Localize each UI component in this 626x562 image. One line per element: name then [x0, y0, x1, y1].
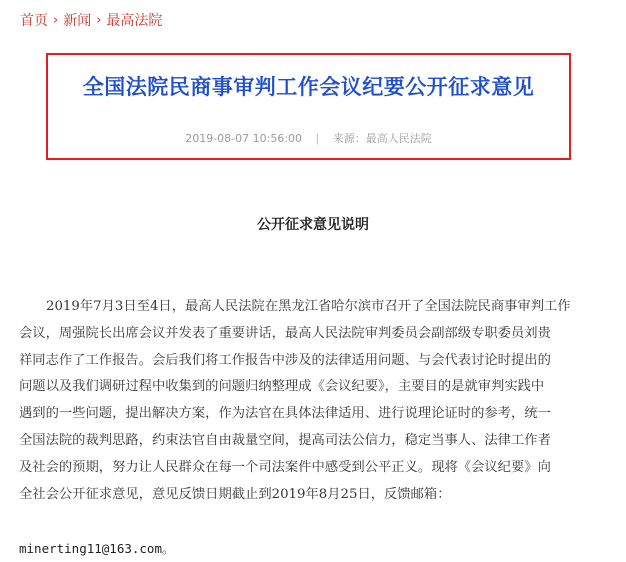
- breadcrumb-home-link[interactable]: 首页: [20, 13, 48, 29]
- breadcrumb-separator: ›: [53, 12, 59, 28]
- paragraph-line: 问题以及我们调研过程中收集到的问题归纳整理成《会议纪要》，主要目的是就审判实践中: [19, 379, 545, 395]
- breadcrumb-current-link[interactable]: 最高法院: [106, 13, 163, 29]
- paragraph-line: 遇到的一些问题，提出解决方案，作为法官在具体法律适用、进行说理论证时的参考，统一: [19, 406, 551, 422]
- breadcrumb: [20, 10, 162, 30]
- article-header-highlight: [46, 53, 571, 160]
- paragraph-line: 2019年7月3日至4日，最高人民法院在黑龙江省哈尔滨市召开了全国法院民商事审判工作: [46, 299, 571, 314]
- paragraph-line: 会议，周强院长出席会议并发表了重要讲话，最高人民法院审判委员会副部级专职委员刘贵: [19, 325, 551, 341]
- article-date: 2019-08-07 10:56:00: [185, 132, 303, 145]
- paragraph-line: 及社会的预期，努力让人民群众在每一个司法案件中感受到公平正义。现将《会议纪要》向: [19, 459, 551, 475]
- paragraph-line: 全国法院的裁判思路，约束法官自由裁量空间，提高司法公信力，稳定当事人、法律工作者: [19, 432, 551, 448]
- meta-separator: |: [315, 132, 320, 145]
- paragraph-line: 全社会公开征求意见，意见反馈日期截止到2019年8月25日，反馈邮箱：: [19, 486, 451, 502]
- article-meta: [48, 130, 569, 146]
- section-heading: 公开征求意见说明: [257, 217, 369, 233]
- article-paragraph: [19, 294, 609, 508]
- breadcrumb-news-link[interactable]: 新闻: [63, 13, 92, 29]
- article-source: 来源：最高人民法院: [332, 132, 432, 145]
- article-title: 全国法院民商事审判工作会议纪要公开征求意见: [82, 75, 535, 99]
- paragraph-line: 祥同志作了工作报告。会后我们将工作报告中涉及的法律适用问题、与会代表讨论时提出的: [19, 352, 551, 368]
- breadcrumb-separator: ›: [96, 12, 102, 28]
- feedback-email[interactable]: minerting11@163.com。: [19, 541, 175, 556]
